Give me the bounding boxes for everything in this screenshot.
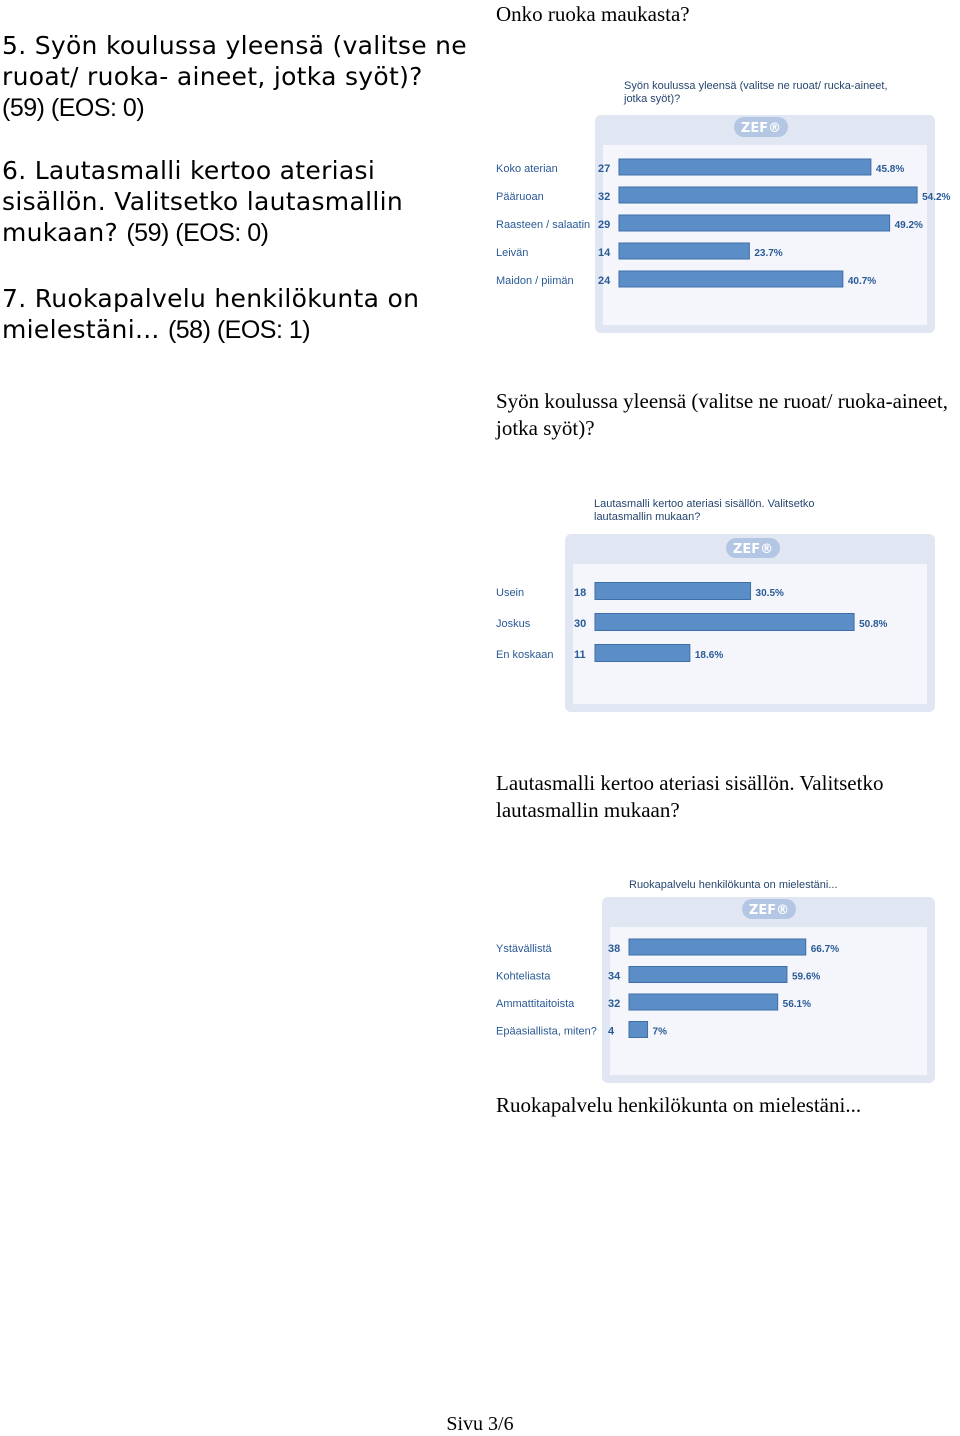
count-label: 24 (598, 275, 611, 287)
value-label: 49.2% (894, 220, 923, 231)
caption-top: Onko ruoka maukasta? (496, 2, 690, 26)
question-7 (2, 283, 472, 346)
caption-chart-2: Lautasmalli kertoo ateriasi sisällön. Valitsetko lautasmallin mukaan? (496, 771, 884, 822)
count-label: 14 (598, 247, 611, 259)
svg-text:ZEF®: ZEF® (740, 121, 782, 136)
svg-text:ZEF®: ZEF® (748, 903, 790, 918)
zef-logo (742, 899, 796, 919)
bar (619, 159, 871, 175)
value-label: 56.1% (782, 999, 812, 1010)
category-label: Raasteen / salaatin (496, 219, 591, 231)
question-5 (2, 30, 472, 124)
chart-2 (490, 492, 940, 714)
value-label: 54.2% (922, 192, 951, 203)
page-number: Sivu 3/6 (446, 1413, 514, 1435)
value-label: 18.6% (694, 650, 724, 661)
question-5-meta: (59) (EOS: 0) (2, 94, 145, 122)
bar (629, 939, 806, 955)
value-label: 50.8% (859, 619, 888, 630)
category-label: Epäasiallista, miten? (496, 1025, 597, 1038)
caption-chart-3: Ruokapalvelu henkilökunta on mielestäni... (496, 1093, 862, 1117)
chart-2-svg (490, 492, 940, 714)
count-label: 32 (598, 191, 611, 203)
count-label: 30 (574, 618, 587, 630)
category-label: Ammattitaitoista (496, 998, 575, 1010)
value-label: 23.7% (754, 248, 783, 259)
bar (619, 243, 749, 259)
chart-1-svg (490, 75, 951, 337)
count-label: 18 (574, 587, 587, 599)
bar (595, 583, 751, 600)
chart-3-svg (490, 875, 940, 1087)
category-label: En koskaan (496, 649, 554, 661)
count-label: 4 (608, 1025, 615, 1038)
bar (619, 187, 917, 203)
question-6-meta: (59) (EOS: 0) (126, 219, 269, 247)
bar (595, 614, 854, 631)
chart-title: Ruokapalvelu henkilökunta on mielestäni... (629, 879, 838, 891)
question-5-title: 5. Syön koulussa yleensä (valitse ne ruoat/ ruoka- aineet, jotka syöt)? (2, 31, 467, 91)
category-label: Kohteliasta (496, 970, 551, 983)
question-7-title: 7. Ruokapalvelu henkilökunta on mielestäni... (2, 284, 420, 344)
chart-title: Syön koulussa yleensä (valitse ne ruoat/ rucka-aineet, jotka syöt)? (624, 80, 888, 105)
count-label: 32 (608, 998, 621, 1010)
chart-1 (490, 75, 951, 337)
chart-3 (490, 875, 940, 1087)
count-label: 29 (598, 219, 611, 231)
value-label: 7% (652, 1026, 668, 1038)
value-label: 66.7% (810, 944, 840, 955)
value-label: 40.7% (847, 276, 877, 287)
count-label: 38 (608, 943, 621, 955)
category-label: Leivän (496, 247, 529, 259)
question-6 (2, 155, 472, 249)
category-label: Pääruoan (496, 191, 544, 203)
bar (629, 967, 787, 983)
zef-logo (734, 117, 788, 137)
zef-logo (726, 538, 780, 558)
bar (619, 215, 890, 231)
count-label: 34 (608, 970, 621, 983)
value-label: 59.6% (791, 971, 821, 983)
bar (619, 271, 843, 287)
bar (629, 1022, 648, 1038)
svg-text:ZEF®: ZEF® (732, 542, 774, 557)
value-label: 45.8% (875, 164, 905, 175)
bar (595, 645, 690, 662)
chart-title: Lautasmalli kertoo ateriasi sisällön. Valitsetko lautasmallin mukaan? (594, 498, 815, 523)
question-6-title: 6. Lautasmalli kertoo ateriasi sisällön. Valitsetko lautasmallin mukaan? (2, 156, 403, 247)
value-label: 30.5% (755, 588, 784, 599)
count-label: 27 (598, 163, 611, 175)
caption-chart-1: Syön koulussa yleensä (valitse ne ruoat/ ruoka-aineet, jotka syöt)? (496, 389, 948, 440)
category-label: Ystävällistä (496, 943, 552, 955)
question-7-meta: (58) (EOS: 1) (167, 316, 311, 344)
bar (629, 994, 778, 1010)
category-label: Maidon / piimän (496, 275, 574, 287)
category-label: Koko aterian (496, 163, 558, 175)
category-label: Joskus (496, 618, 531, 630)
count-label: 11 (574, 649, 586, 661)
category-label: Usein (496, 587, 525, 599)
